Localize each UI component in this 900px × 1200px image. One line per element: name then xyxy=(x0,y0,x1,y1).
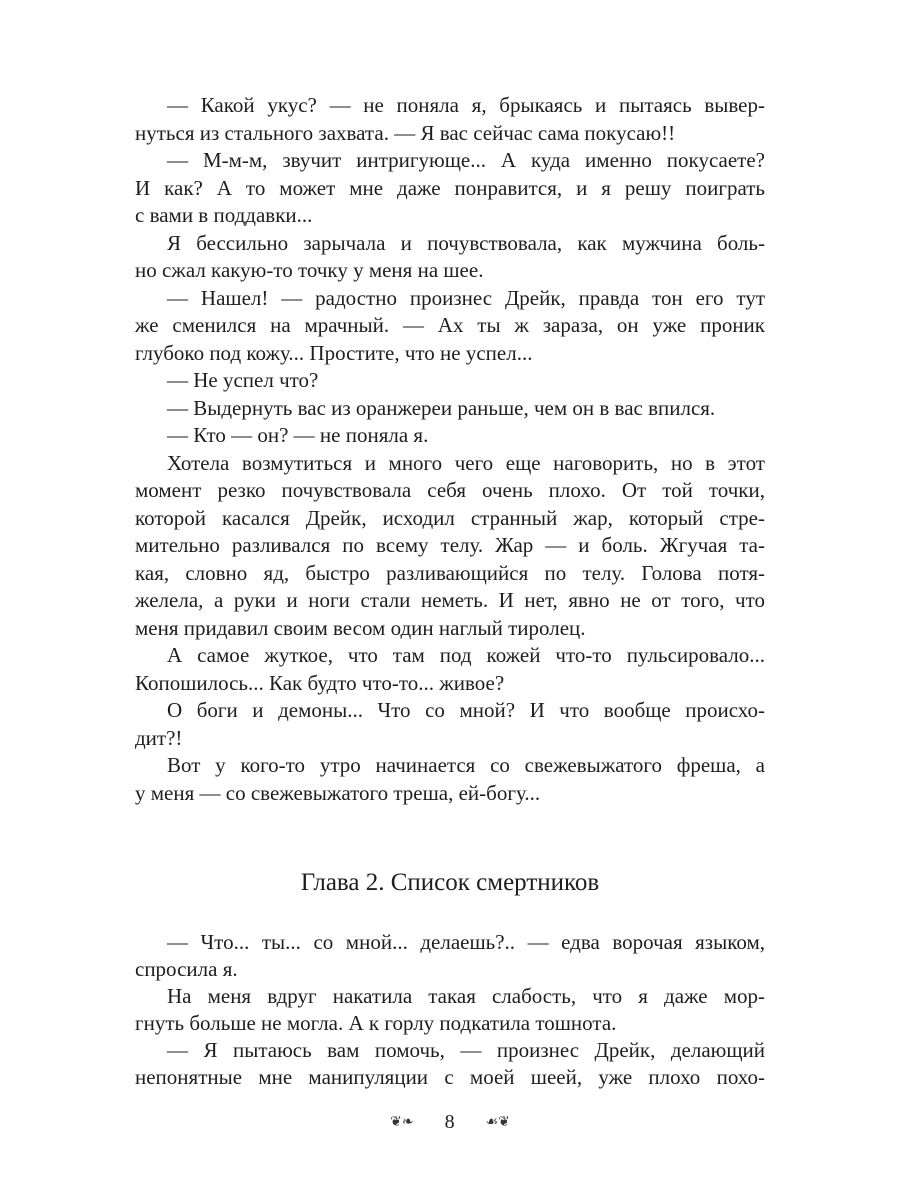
text-line: гнуть больше не могла. А к горлу подкатила тошнота. xyxy=(135,1011,617,1035)
text-line: Копошилось... Как будто что-то... живое? xyxy=(135,670,505,695)
text-line: нуться из стального захвата. — Я вас сейчас сама покусаю!! xyxy=(135,120,676,145)
text-line: Я бессильно зарычала и почувствовала, как мужчина боль- xyxy=(167,230,765,255)
text-line: Вот у кого-то утро начинается со свежевыжатого фреша, а xyxy=(167,753,765,777)
text-line: — Что... ты... со мной... делаешь?.. — едва ворочая языком, xyxy=(167,930,765,954)
text-line: момент резко почувствовала себя очень плохо. От той точки, xyxy=(135,478,765,502)
floral-ornament-icon: ❦❧ xyxy=(390,1115,414,1131)
text-line: которой касался Дрейк, исходил странный жар, который стре- xyxy=(135,505,765,530)
text-line: — Нашел! — радостно произнес Дрейк, правда тон его тут xyxy=(167,285,765,310)
text-line: — Кто — он? — не поняла я. xyxy=(167,423,429,447)
floral-ornament-icon: ☙❦ xyxy=(485,1115,510,1131)
text-line: дит?! xyxy=(135,725,183,750)
text-line: глубоко под кожу... Простите, что не успел... xyxy=(135,340,533,365)
text-line: А самое жуткое, что там под кожей что-то пульсировало... xyxy=(167,643,765,667)
text-line: — Не успел что? xyxy=(167,368,319,392)
text-line: у меня — со свежевыжатого треша, ей-богу... xyxy=(135,780,541,805)
text-line: О боги и демоны... Что со мной? И что вообще происхо- xyxy=(167,698,765,722)
text-block-before-chapter xyxy=(135,92,765,807)
text-line: с вами в поддавки... xyxy=(135,203,313,227)
text-line: Хотела возмутиться и много чего еще наговорить, но в этот xyxy=(167,450,765,475)
text-line: кая, словно яд, быстро разливающийся по телу. Голова потя- xyxy=(135,560,765,585)
text-block-chapter-2 xyxy=(135,929,765,1091)
page-footer xyxy=(0,1108,900,1137)
chapter-heading: Глава 2. Список смертников xyxy=(300,869,600,896)
text-line: желела, а руки и ноги стали неметь. И нет, явно не от того, что xyxy=(135,588,765,612)
text-line: — Какой укус? — не поняла я, брыкаясь и пытаясь вывер- xyxy=(167,93,765,117)
text-line: — Выдернуть вас из оранжереи раньше, чем он в вас впился. xyxy=(167,395,716,420)
page-number: 8 xyxy=(444,1111,455,1133)
text-line: мительно разливался по всему телу. Жар — и боль. Жгучая та- xyxy=(135,533,765,557)
text-line: но сжал какую-то точку у меня на шее. xyxy=(135,258,484,282)
text-line: На меня вдруг накатила такая слабость, что я даже мор- xyxy=(167,984,765,1008)
text-line: — М-м-м, звучит интригующе... А куда именно покусаете? xyxy=(167,148,765,172)
text-line: непонятные мне манипуляции с моей шеей, уже плохо похо- xyxy=(135,1065,765,1089)
text-line: спросила я. xyxy=(135,957,238,981)
text-line: же сменился на мрачный. — Ах ты ж зараза, он уже проник xyxy=(135,313,765,337)
text-line: — Я пытаюсь вам помочь, — произнес Дрейк, делающий xyxy=(167,1038,765,1062)
text-line: меня придавил своим весом один наглый тиролец. xyxy=(135,615,586,640)
text-line: И как? А то может мне даже понравится, и я решу поиграть xyxy=(135,175,765,200)
